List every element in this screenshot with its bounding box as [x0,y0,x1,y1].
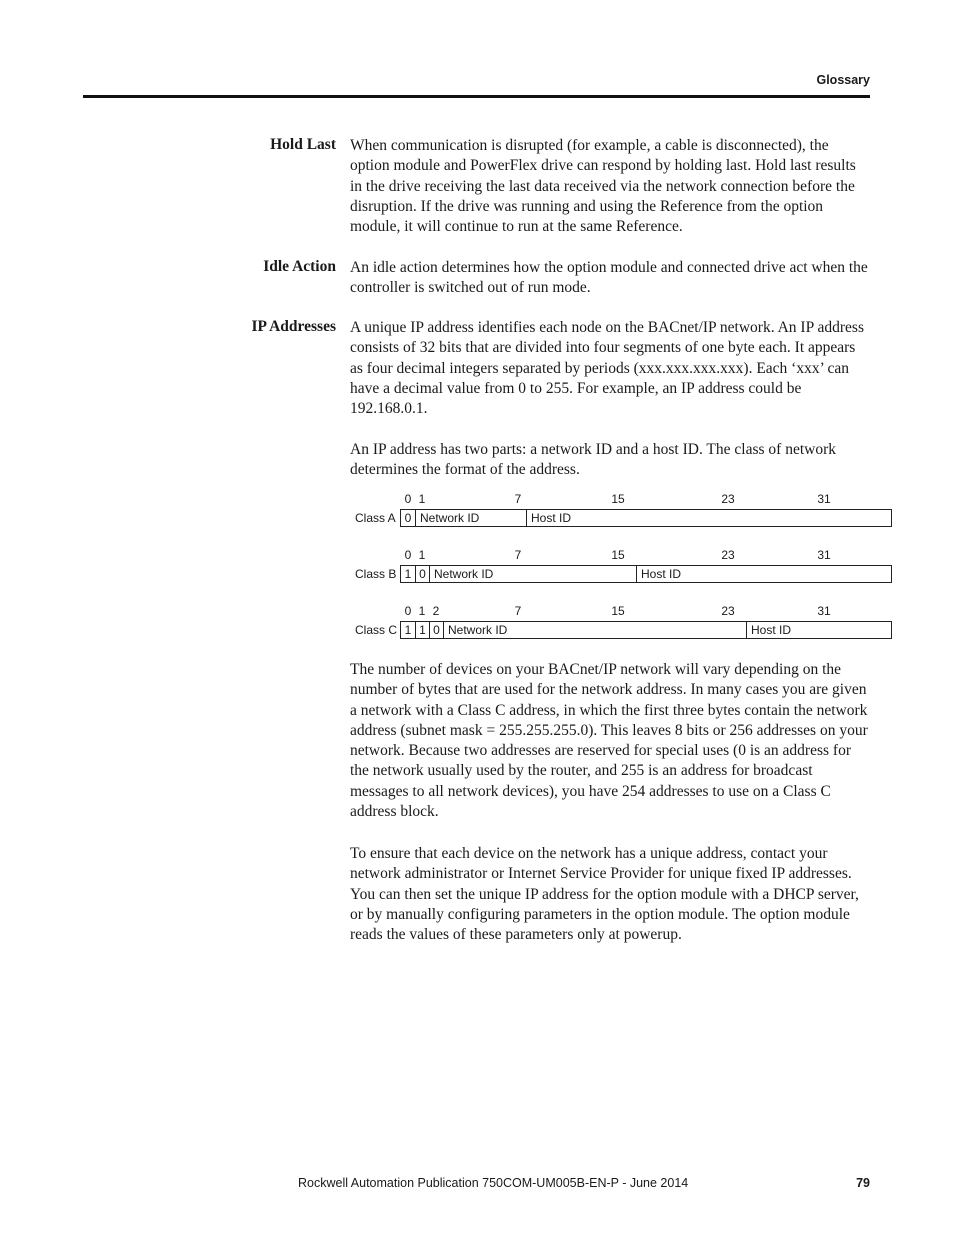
bit-number: 0 [404,548,412,562]
class-c-bit-bar [400,621,892,639]
prefix-bit: 0 [416,566,430,582]
bit-number: 23 [721,492,735,506]
header-rule [83,95,870,98]
network-id-field: Network ID [430,566,637,582]
bit-number: 1 [418,604,426,618]
bit-number: 1 [418,548,426,562]
bit-number: 15 [611,548,625,562]
network-id-field: Network ID [416,510,527,526]
class-label: Class C [355,623,398,637]
idle-action-definition: An idle action determines how the option module and connected drive act when the controller is switched out of run mode. [350,259,868,297]
bit-number: 1 [418,492,426,506]
host-id-field: Host ID [531,511,572,525]
ip-addresses-definition-4: To ensure that each device on the network has a unique address, contact your network administrator or Internet Service Provider for unique fixed IP addresses. You can then set the unique IP address for the option module with a DHCP server, or by manually configuring parameters in the option module. The option module reads the values of these parameters only at powerup. [350,845,859,944]
ip-class-diagram [350,490,850,645]
bit-number: 7 [514,492,522,506]
term-ip-addresses: IP Addresses [251,318,336,335]
bit-number: 31 [817,604,831,618]
bit-number: 7 [514,548,522,562]
bit-number: 7 [514,604,522,618]
bit-number: 15 [611,604,625,618]
bit-number: 23 [721,548,735,562]
bit-number: 0 [404,492,412,506]
bit-number: 2 [432,604,440,618]
bit-number: 31 [817,492,831,506]
footer-publication: Rockwell Automation Publication 750COM-UM005B-EN-P - June 2014 [298,1176,689,1190]
prefix-bit: 1 [401,566,416,582]
ip-addresses-definition-2: An IP address has two parts: a network ID and a host ID. The class of network determines the format of the address. [350,441,836,479]
term-hold-last: Hold Last [270,136,336,153]
host-id-field: Host ID [751,623,792,637]
hold-last-definition: When communication is disrupted (for example, a cable is disconnected), the option module and PowerFlex drive can respond by holding last. Hold last results in the drive receiving the last data received via the network connection before the disruption. If the drive was running and using the Reference from the option module, it will continue to run at the same Reference. [350,137,856,236]
class-label: Class A [355,511,396,525]
prefix-bit: 0 [430,622,444,638]
class-b-bit-bar [400,565,892,583]
host-id-field: Host ID [641,567,682,581]
bit-number: 0 [404,604,412,618]
term-idle-action: Idle Action [263,258,336,275]
class-label: Class B [355,567,397,581]
prefix-bit: 1 [401,622,416,638]
prefix-bit: 0 [401,510,416,526]
network-id-field: Network ID [444,622,747,638]
page-number: 79 [856,1176,870,1190]
bit-number: 15 [611,492,625,506]
bit-number: 23 [721,604,735,618]
ip-addresses-definition-1: A unique IP address identifies each node on the BACnet/IP network. An IP address consists of 32 bits that are divided into four segments of one byte each. It appears as four decimal integers separated by periods (xxx.xxx.xxx.xxx). Each ‘xxx’ can have a decimal value from 0 to 255. For example, an IP address could be 192.168.0.1. [350,319,864,418]
class-a-bit-bar [400,509,892,527]
ip-addresses-definition-3: The number of devices on your BACnet/IP network will vary depending on the number of bytes that are used for the network address. In many cases you are given a network with a Class C address, in which the first three bytes contain the network address (subnet mask = 255.255.255.0). This leaves 8 bits or 256 addresses on your network. Because two addresses are reserved for special uses (0 is an address for the network usually used by the router, and 255 is an address for broadcast messages to all network devices), you have 254 addresses to use on a Class C address block. [350,661,868,821]
prefix-bit: 1 [416,622,430,638]
page-header-title: Glossary [816,73,870,87]
bit-number: 31 [817,548,831,562]
